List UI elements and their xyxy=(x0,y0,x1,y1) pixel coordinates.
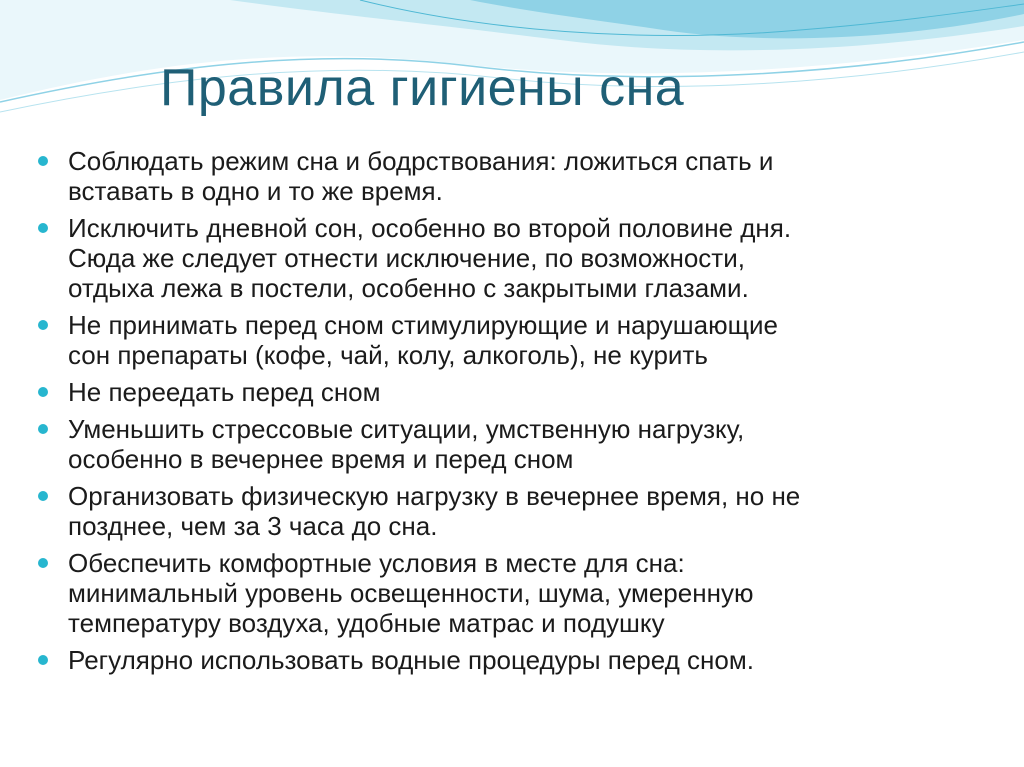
list-item-text: Регулярно использовать водные процедуры перед сном. xyxy=(68,645,754,675)
bullet-dot-icon xyxy=(38,320,48,330)
list-item-text: Исключить дневной сон, особенно во второй половине дня. Сюда же следует отнести исключение, по возможности, отдыха лежа в постели, особенно с закрытыми глазами. xyxy=(68,213,792,303)
list-item xyxy=(38,414,998,474)
list-item xyxy=(38,146,998,206)
list-item xyxy=(38,213,998,303)
bullet-dot-icon xyxy=(38,156,48,166)
list-item-text: Обеспечить комфортные условия в месте для сна: минимальный уровень освещенности, шума, умеренную температуру воздуха, удобные матрас и подушку xyxy=(68,548,754,638)
list-item-text: Уменьшить стрессовые ситуации, умственную нагрузку, особенно в вечернее время и перед сном xyxy=(68,414,745,474)
list-item xyxy=(38,377,998,407)
bullet-dot-icon xyxy=(38,387,48,397)
bullet-list xyxy=(38,146,998,682)
list-item-text: Организовать физическую нагрузку в вечернее время, но не позднее, чем за 3 часа до сна. xyxy=(68,481,801,541)
list-item-text: Не переедать перед сном xyxy=(68,377,381,407)
slide-title: Правила гигиены сна xyxy=(160,59,685,117)
list-item xyxy=(38,645,998,675)
bullet-dot-icon xyxy=(38,558,48,568)
list-item xyxy=(38,481,998,541)
bullet-dot-icon xyxy=(38,491,48,501)
list-item xyxy=(38,548,998,638)
list-item-text: Соблюдать режим сна и бодрствования: ложиться спать и вставать в одно и то же время. xyxy=(68,146,774,206)
bullet-dot-icon xyxy=(38,655,48,665)
list-item-text: Не принимать перед сном стимулирующие и нарушающие сон препараты (кофе, чай, колу, алкоголь), не курить xyxy=(68,310,778,370)
list-item xyxy=(38,310,998,370)
bullet-dot-icon xyxy=(38,424,48,434)
bullet-dot-icon xyxy=(38,223,48,233)
